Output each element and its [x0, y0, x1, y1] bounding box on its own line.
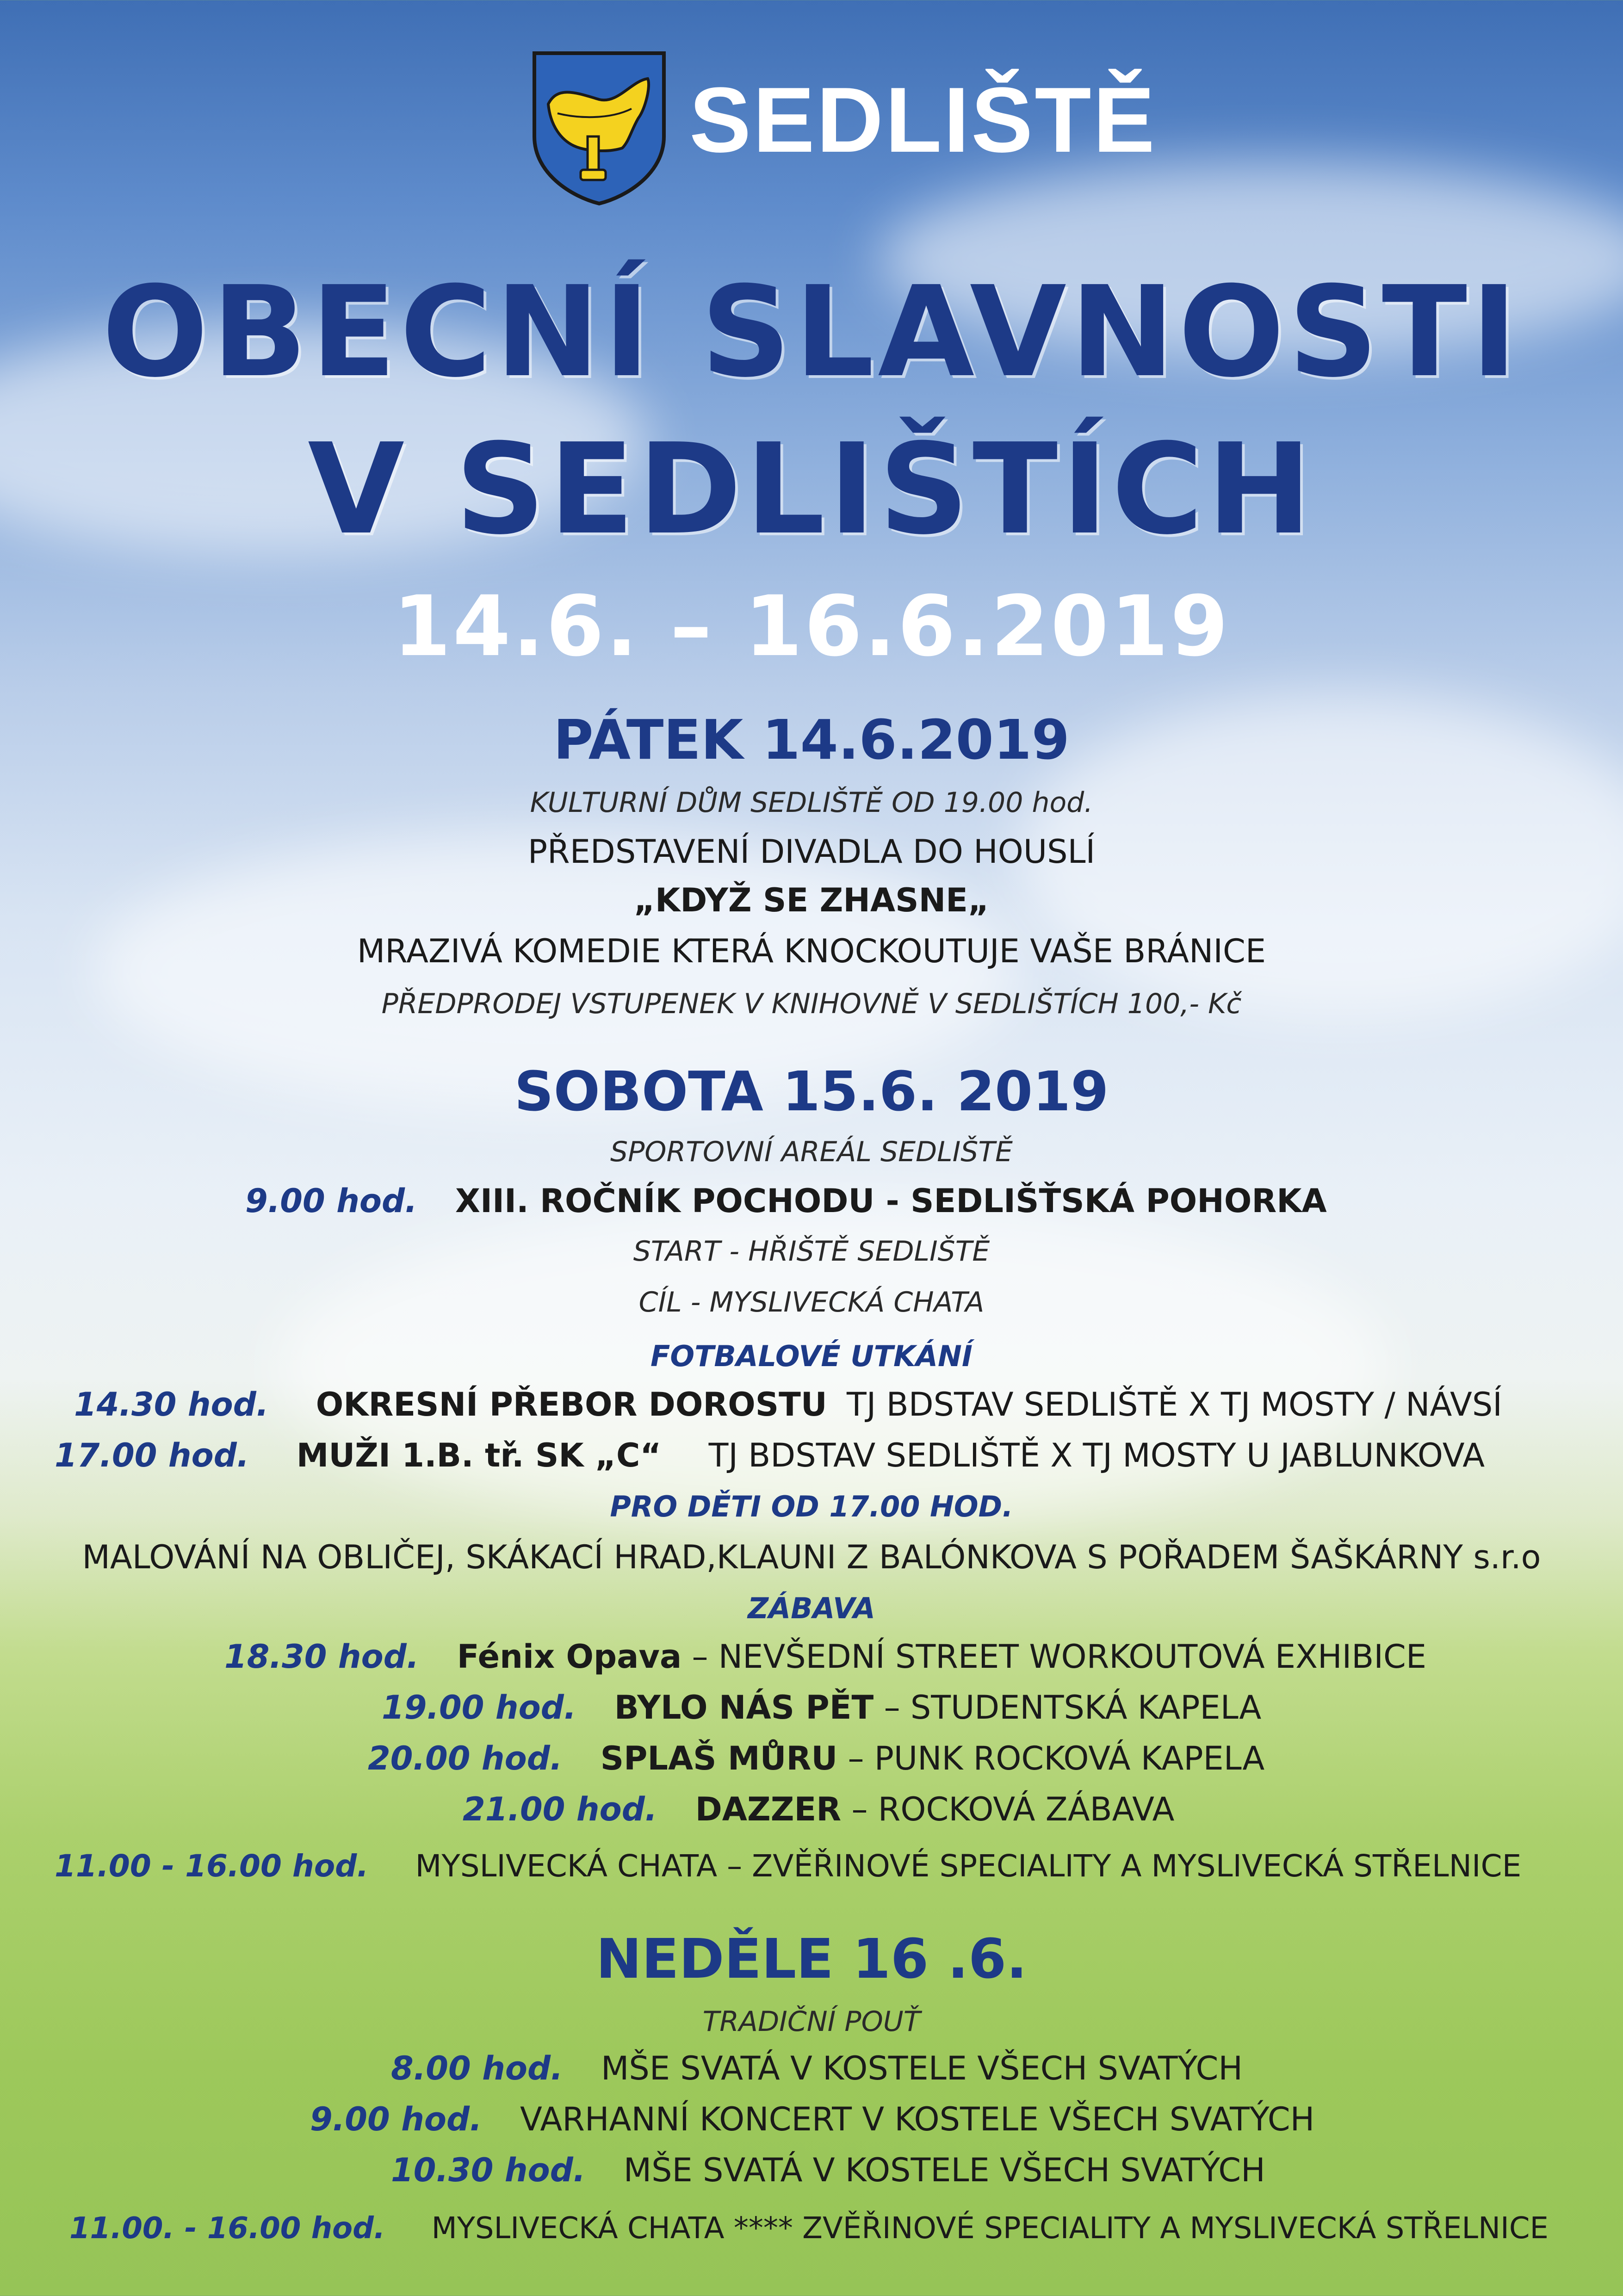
sunday-sub: TRADIČNÍ POUŤ — [702, 2005, 921, 2038]
march-time: 9.00 hod. — [245, 1182, 417, 1220]
saturday-heading: SOBOTA 15.6. 2019 — [514, 1059, 1109, 1123]
sunday-time: 10.30 hod. — [391, 2151, 586, 2189]
party-name: DAZZER — [695, 1790, 842, 1828]
party-row — [224, 1638, 1426, 1676]
sunday-row — [391, 2151, 1265, 2189]
sunday-text: VARHANNÍ KONCERT V KOSTELE VŠECH SVATÝCH — [520, 2100, 1315, 2138]
match2-time: 17.00 hod. — [55, 1436, 249, 1474]
party-row — [382, 1689, 1261, 1727]
party-name: SPLAŠ MŮRU — [600, 1739, 838, 1777]
sunday-time: 9.00 hod. — [310, 2100, 482, 2138]
match1-time: 14.30 hod. — [74, 1386, 269, 1423]
sunday-hunt-time: 11.00. - 16.00 hod. — [69, 2211, 385, 2246]
party-time: 21.00 hod. — [463, 1790, 657, 1828]
kids-text: MALOVÁNÍ NA OBLIČEJ, SKÁKACÍ HRAD,KLAUNI Z BALÓNKOVA S POŘADEM ŠAŠKÁRNY s.r.o — [82, 1538, 1541, 1576]
match2-name: MUŽI 1.B. tř. SK „C“ — [296, 1436, 662, 1474]
sunday-row — [391, 2049, 1243, 2087]
saturday-hunt-row — [55, 1848, 1521, 1884]
march-start: START - HŘIŠTĚ SEDLIŠTĚ — [633, 1235, 990, 1268]
party-desc: – NEVŠEDNÍ STREET WORKOUTOVÁ EXHIBICE — [681, 1638, 1427, 1676]
party-heading: ZÁBAVA — [748, 1591, 875, 1625]
football-heading: FOTBALOVÉ UTKÁNÍ — [650, 1339, 973, 1373]
friday-line2: „KDYŽ SE ZHASNE„ — [633, 881, 990, 919]
town-crest-icon — [530, 49, 669, 206]
saturday-venue: SPORTOVNÍ AREÁL SEDLIŠTĚ — [610, 1136, 1013, 1168]
party-row — [463, 1790, 1174, 1828]
kids-heading: PRO DĚTI OD 17.00 HOD. — [610, 1490, 1013, 1523]
saturday-hunt-text: MYSLIVECKÁ CHATA – ZVĚŘINOVÉ SPECIALITY A MYSLIVECKÁ STŘELNICE — [415, 1848, 1522, 1884]
town-name: SEDLIŠTĚ — [689, 68, 1157, 172]
party-time: 18.30 hod. — [224, 1638, 419, 1676]
friday-heading: PÁTEK 14.6.2019 — [553, 708, 1070, 772]
festival-dates: 14.6. – 16.6.2019 — [393, 578, 1230, 675]
match1-row — [74, 1386, 1502, 1423]
sunday-hunt-row — [69, 2211, 1549, 2246]
festival-title-line2: V SEDLIŠTÍCH — [308, 416, 1315, 562]
party-name: BYLO NÁS PĚT — [614, 1689, 874, 1727]
party-desc: – STUDENTSKÁ KAPELA — [873, 1689, 1262, 1727]
sunday-time: 8.00 hod. — [391, 2049, 563, 2087]
march-text: XIII. ROČNÍK POCHODU - SEDLIŠŤSKÁ POHORKA — [455, 1182, 1327, 1220]
sunday-hunt-text: MYSLIVECKÁ CHATA **** ZVĚŘINOVÉ SPECIALITY A MYSLIVECKÁ STŘELNICE — [431, 2211, 1549, 2246]
festival-title-line1: OBECNÍ SLAVNOSTI — [102, 259, 1521, 405]
friday-line1: PŘEDSTAVENÍ DIVADLA DO HOUSLÍ — [527, 833, 1096, 871]
sunday-text: MŠE SVATÁ V KOSTELE VŠECH SVATÝCH — [601, 2049, 1243, 2087]
friday-venue: KULTURNÍ DŮM SEDLIŠTĚ OD 19.00 hod. — [530, 786, 1093, 819]
party-desc: – PUNK ROCKOVÁ KAPELA — [837, 1739, 1265, 1777]
header — [0, 49, 1623, 206]
match2-teams: TJ BDSTAV SEDLIŠTĚ X TJ MOSTY U JABLUNKOVA — [708, 1436, 1485, 1474]
march-finish: CÍL - MYSLIVECKÁ CHATA — [638, 1286, 985, 1318]
party-desc: – ROCKOVÁ ZÁBAVA — [841, 1790, 1175, 1828]
friday-line3: MRAZIVÁ KOMEDIE KTERÁ KNOCKOUTUJE VAŠE BRÁNICE — [357, 932, 1266, 970]
party-time: 20.00 hod. — [368, 1739, 563, 1777]
match1-name: OKRESNÍ PŘEBOR DOROSTU — [316, 1386, 827, 1423]
sunday-heading: NEDĚLE 16 .6. — [596, 1927, 1027, 1991]
party-row — [368, 1739, 1264, 1777]
sunday-text: MŠE SVATÁ V KOSTELE VŠECH SVATÝCH — [623, 2151, 1265, 2189]
friday-line4: PŘEDPRODEJ VSTUPENEK V KNIHOVNĚ V SEDLIŠTÍCH 100,- Kč — [381, 988, 1242, 1020]
party-name: Fénix Opava — [457, 1638, 682, 1676]
march-row — [245, 1182, 1327, 1220]
party-time: 19.00 hod. — [382, 1689, 576, 1727]
sunday-row — [310, 2100, 1314, 2138]
saturday-hunt-time: 11.00 - 16.00 hod. — [55, 1848, 369, 1884]
match2-row — [55, 1436, 1485, 1474]
match1-teams: TJ BDSTAV SEDLIŠTĚ X TJ MOSTY / NÁVSÍ — [847, 1386, 1502, 1423]
